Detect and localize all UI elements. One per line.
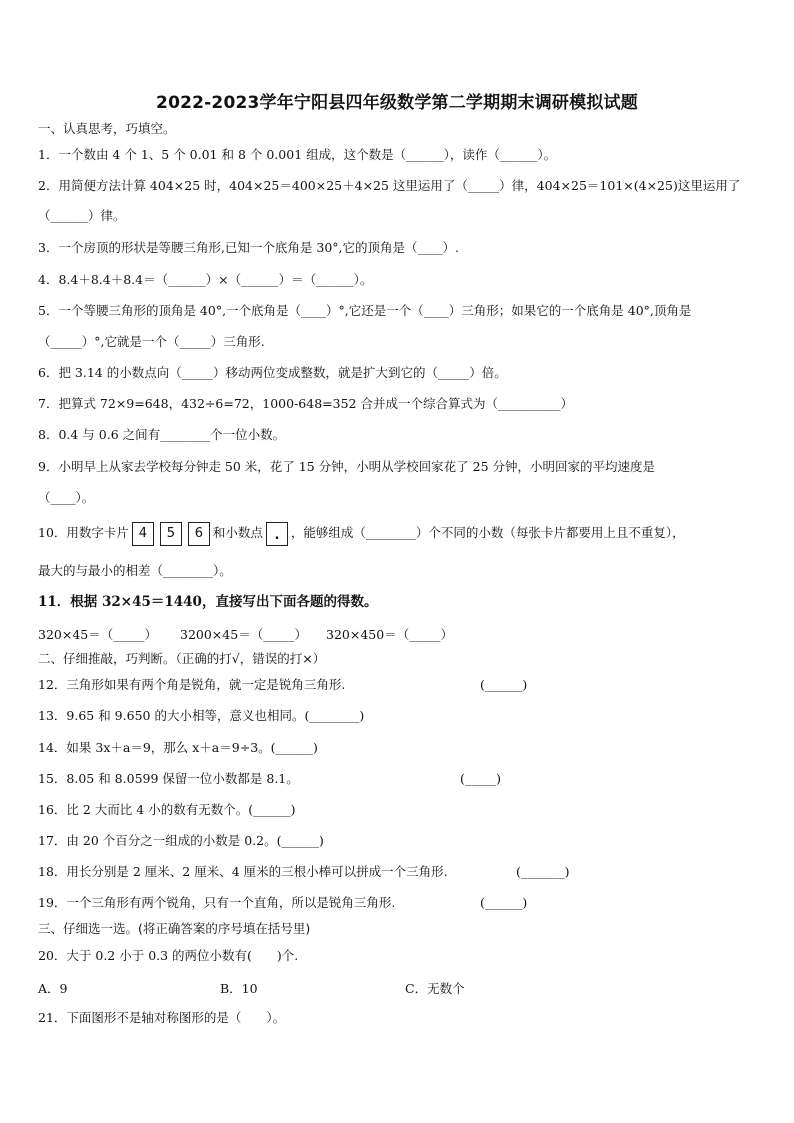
question-12-answer-slot: (______) <box>480 677 528 692</box>
question-13: 13．9.65 和 9.650 的大小相等，意义也相同。(________) <box>38 708 365 723</box>
question-18-answer-slot: (_______) <box>516 864 570 879</box>
question-9-line-1: 9．小明早上从家去学校每分钟走 50 米，花了 15 分钟，小明从学校回家花了 25 分钟，小明回家的平均速度是 <box>38 459 656 474</box>
section-heading-true-false: 二、仔细推敲，巧判断。（正确的打√，错误的打×） <box>38 651 326 666</box>
decimal-point-card: . <box>266 522 288 546</box>
question-11-part-b: 3200×45＝（_____） <box>180 627 307 642</box>
question-14: 14．如果 3x＋a＝9，那么 x＋a＝9÷3。(______) <box>38 740 318 755</box>
section-heading-multiple-choice: 三、仔细选一选。(将正确答案的序号填在括号里) <box>38 921 311 936</box>
question-10-mid: 和小数点 <box>212 525 263 540</box>
question-10 <box>38 520 685 546</box>
question-16: 16．比 2 大而比 4 小的数有无数个。(______) <box>38 802 296 817</box>
digit-card-4: 4 <box>132 522 154 546</box>
question-11-part-c: 320×450＝（_____） <box>326 627 453 642</box>
question-18: 18．用长分别是 2 厘米、2 厘米、4 厘米的三根小棒可以拼成一个三角形. <box>38 864 448 879</box>
question-19-answer-slot: (______) <box>480 895 528 910</box>
question-10-suffix: ，能够组成（________）个不同的小数（每张卡片都要用上且不重复）， <box>290 525 685 540</box>
page-title: 2022-2023学年宁阳县四年级数学第二学期期末调研模拟试题 <box>156 93 638 113</box>
question-20-option-b: B．10 <box>220 981 258 996</box>
question-3: 3．一个房顶的形状是等腰三角形,已知一个底角是 30°,它的顶角是（____）. <box>38 240 460 255</box>
digit-card-6: 6 <box>188 522 210 546</box>
question-2-line-2: （______）律。 <box>38 208 126 223</box>
question-8: 8．0.4 与 0.6 之间有________个一位小数。 <box>38 427 286 442</box>
question-6: 6．把 3.14 的小数点向（_____）移动两位变成整数，就是扩大到它的（_____）倍。 <box>38 365 507 380</box>
question-17: 17．由 20 个百分之一组成的小数是 0.2。(______) <box>38 833 324 848</box>
question-11-part-a: 320×45＝（_____） <box>38 627 157 642</box>
question-4: 4．8.4＋8.4＋8.4＝（______）×（______）＝（______）。 <box>38 272 373 287</box>
question-12: 12．三角形如果有两个角是锐角，就一定是锐角三角形. <box>38 677 346 692</box>
question-1: 1．一个数由 4 个 1、5 个 0.01 和 8 个 0.001 组成，这个数是（______），读作（______）。 <box>38 147 557 162</box>
question-20-option-c: C．无数个 <box>405 981 465 996</box>
question-5-line-2: （_____）°,它就是一个（_____）三角形. <box>38 334 265 349</box>
question-5-line-1: 5．一个等腰三角形的顶角是 40°,一个底角是（____）°,它还是一个（____）三角形；如果它的一个底角是 40°,顶角是 <box>38 303 692 318</box>
question-9-line-2: （____）。 <box>38 490 95 505</box>
question-15-answer-slot: (_____) <box>460 771 502 786</box>
question-19: 19．一个三角形有两个锐角，只有一个直角，所以是锐角三角形. <box>38 895 396 910</box>
question-10-prefix: 10．用数字卡片 <box>38 525 129 540</box>
question-15: 15．8.05 和 8.0599 保留一位小数都是 8.1。 <box>38 771 299 786</box>
digit-card-5: 5 <box>160 522 182 546</box>
question-21: 21．下面图形不是轴对称图形的是（ ）。 <box>38 1010 286 1025</box>
question-20: 20．大于 0.2 小于 0.3 的两位小数有( )个. <box>38 948 299 963</box>
question-11: 11．根据 32×45＝1440，直接写出下面各题的得数。 <box>38 594 378 610</box>
question-20-option-a: A．9 <box>38 981 68 996</box>
question-2-line-1: 2．用简便方法计算 404×25 时，404×25＝400×25＋4×25 这里运用了（_____）律，404×25＝101×(4×25)这里运用了 <box>38 178 741 193</box>
section-heading-fill-blank: 一、认真思考，巧填空。 <box>38 121 176 136</box>
question-7: 7．把算式 72×9=648，432÷6=72，1000-648=352 合并成一个综合算式为（__________） <box>38 396 573 411</box>
question-10-line-2: 最大的与最小的相差（________）。 <box>38 563 232 578</box>
